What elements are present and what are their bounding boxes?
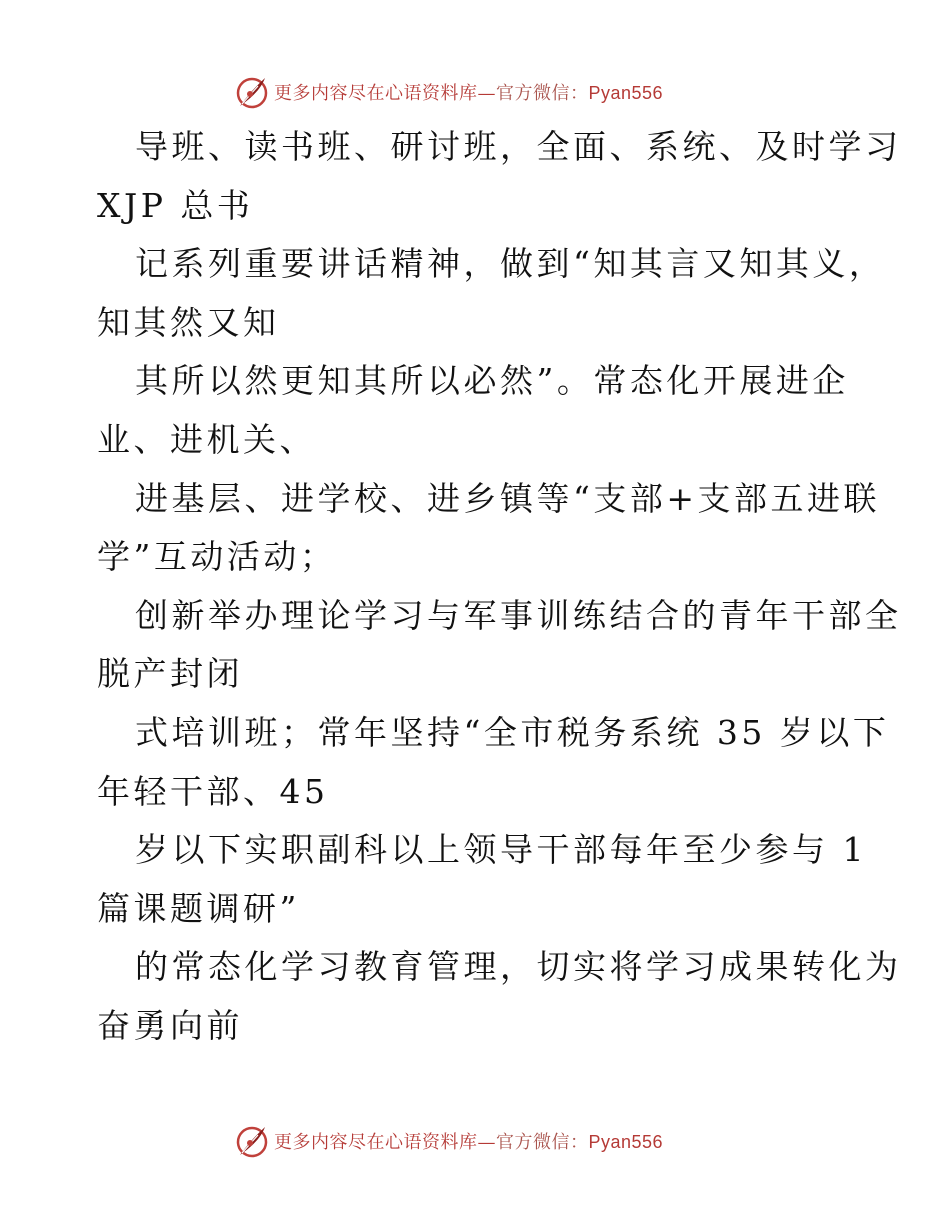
watermark-wechat-label: 官方微信： xyxy=(496,1132,589,1153)
document-body xyxy=(97,118,902,1056)
body-line: 的常态化学习教育管理，切实将学习成果转化为 xyxy=(135,947,902,987)
quill-pen-logo-icon xyxy=(232,72,272,112)
body-line: 学”互动活动； xyxy=(97,537,337,577)
body-line: 业、进机关、 xyxy=(97,419,316,459)
body-line: 知其然又知 xyxy=(97,302,280,342)
body-line: 年轻干部、45 xyxy=(97,771,329,811)
body-line: 记系列重要讲话精神，做到“知其言又知其义， xyxy=(135,244,886,284)
body-line: XJP 总书 xyxy=(97,185,254,225)
body-line: 其所以然更知其所以必然”。常态化开展进企 xyxy=(135,361,849,401)
watermark-main-text: 更多内容尽在心语资料库 xyxy=(274,1132,478,1153)
watermark-wechat-id: Pyan556 xyxy=(588,1132,664,1152)
body-line: 奋勇向前 xyxy=(97,1005,243,1045)
watermark-text xyxy=(274,1128,663,1154)
header-watermark-banner xyxy=(232,72,663,112)
body-line: 篇课题调研” xyxy=(97,888,300,928)
body-line: 岁以下实职副科以上领导干部每年至少参与 1 xyxy=(135,830,867,870)
watermark-dash: — xyxy=(477,1132,496,1153)
footer-watermark-banner xyxy=(232,1121,663,1161)
watermark-dash: — xyxy=(477,83,496,104)
body-line: 脱产封闭 xyxy=(97,654,243,694)
watermark-wechat-label: 官方微信： xyxy=(496,83,589,104)
body-line: 创新举办理论学习与军事训练结合的青年干部全 xyxy=(135,595,902,635)
body-line: 式培训班；常年坚持“全市税务系统 35 岁以下 xyxy=(135,712,890,752)
watermark-text xyxy=(274,79,663,105)
watermark-main-text: 更多内容尽在心语资料库 xyxy=(274,83,478,104)
quill-pen-logo-icon xyxy=(232,1121,272,1161)
watermark-wechat-id: Pyan556 xyxy=(588,83,664,103)
body-line: 导班、读书班、研讨班，全面、系统、及时学习 xyxy=(135,127,902,166)
body-line: 进基层、进学校、进乡镇等“支部+支部五进联 xyxy=(135,478,881,518)
